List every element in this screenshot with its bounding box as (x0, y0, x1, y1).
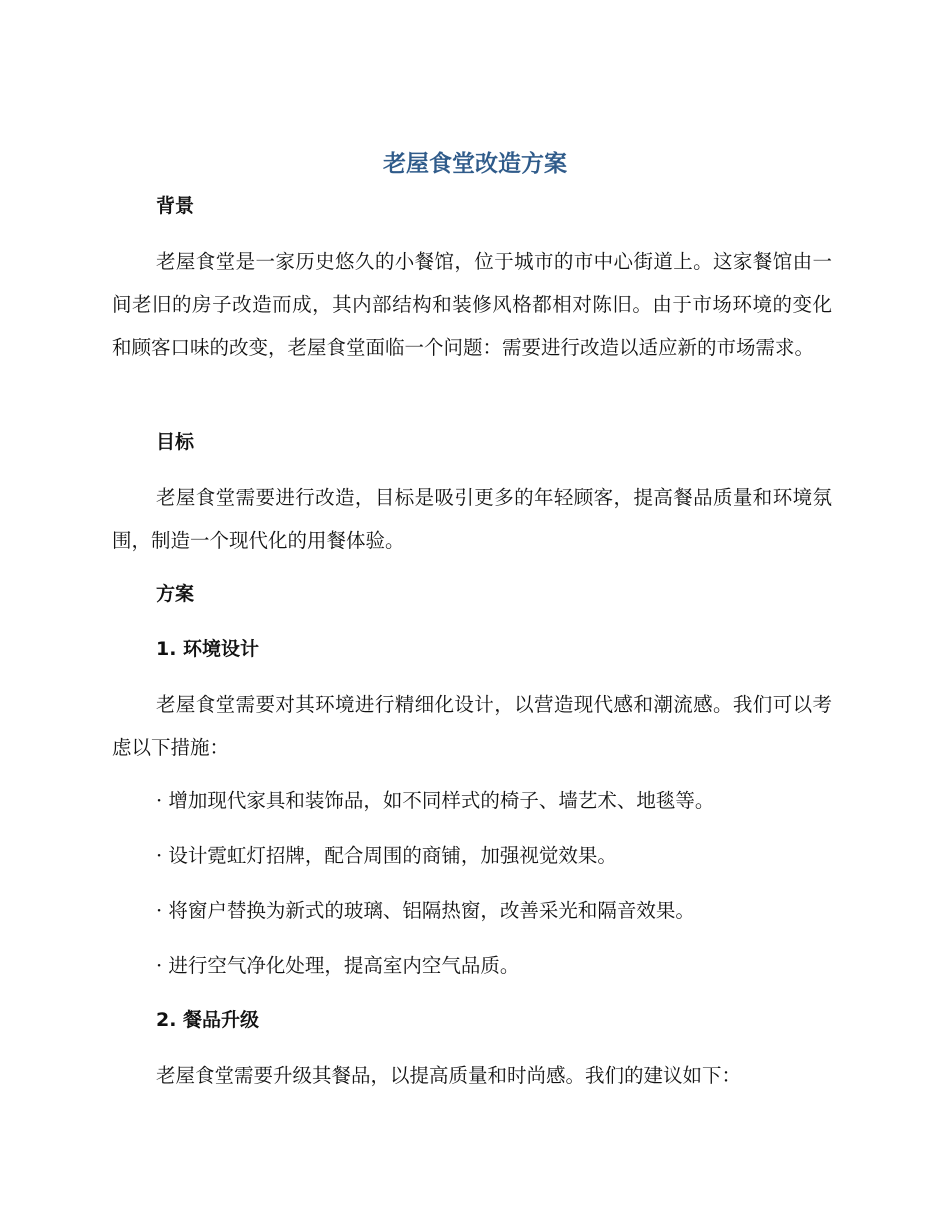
subsection-heading-food: 2. 餐品升级 (156, 1009, 260, 1031)
document-title: 老屋食堂改造方案 (383, 151, 567, 177)
background-paragraph: 老屋食堂是一家历史悠久的小餐馆，位于城市的市中心街道上。这家餐馆由一间老旧的房子改造而成，其内部结构和装修风格都相对陈旧。由于市场环境的变化和顾客口味的改变，老屋食堂面临一个问题：需要进行改造以适应新的市场需求。 (112, 250, 832, 359)
list-item: · 增加现代家具和装饰品，如不同样式的椅子、墙艺术、地毯等。 (156, 789, 715, 812)
goal-paragraph: 老屋食堂需要进行改造，目标是吸引更多的年轻顾客，提高餐品质量和环境氛围，制造一个现代化的用餐体验。 (112, 486, 832, 552)
list-item: · 将窗户替换为新式的玻璃、铝隔热窗，改善采光和隔音效果。 (156, 899, 695, 922)
subsection-heading-environment: 1. 环境设计 (156, 638, 260, 660)
section-heading-plan: 方案 (156, 583, 195, 605)
list-item: · 设计霓虹灯招牌，配合周围的商铺，加强视觉效果。 (156, 844, 617, 867)
section-heading-goal: 目标 (156, 431, 195, 453)
section-heading-background: 背景 (156, 195, 195, 217)
environment-paragraph: 老屋食堂需要对其环境进行精细化设计，以营造现代感和潮流感。我们可以考虑以下措施： (112, 693, 832, 759)
list-item: · 进行空气净化处理，提高室内空气品质。 (156, 954, 520, 977)
food-paragraph: 老屋食堂需要升级其餐品，以提高质量和时尚感。我们的建议如下： (156, 1064, 742, 1087)
